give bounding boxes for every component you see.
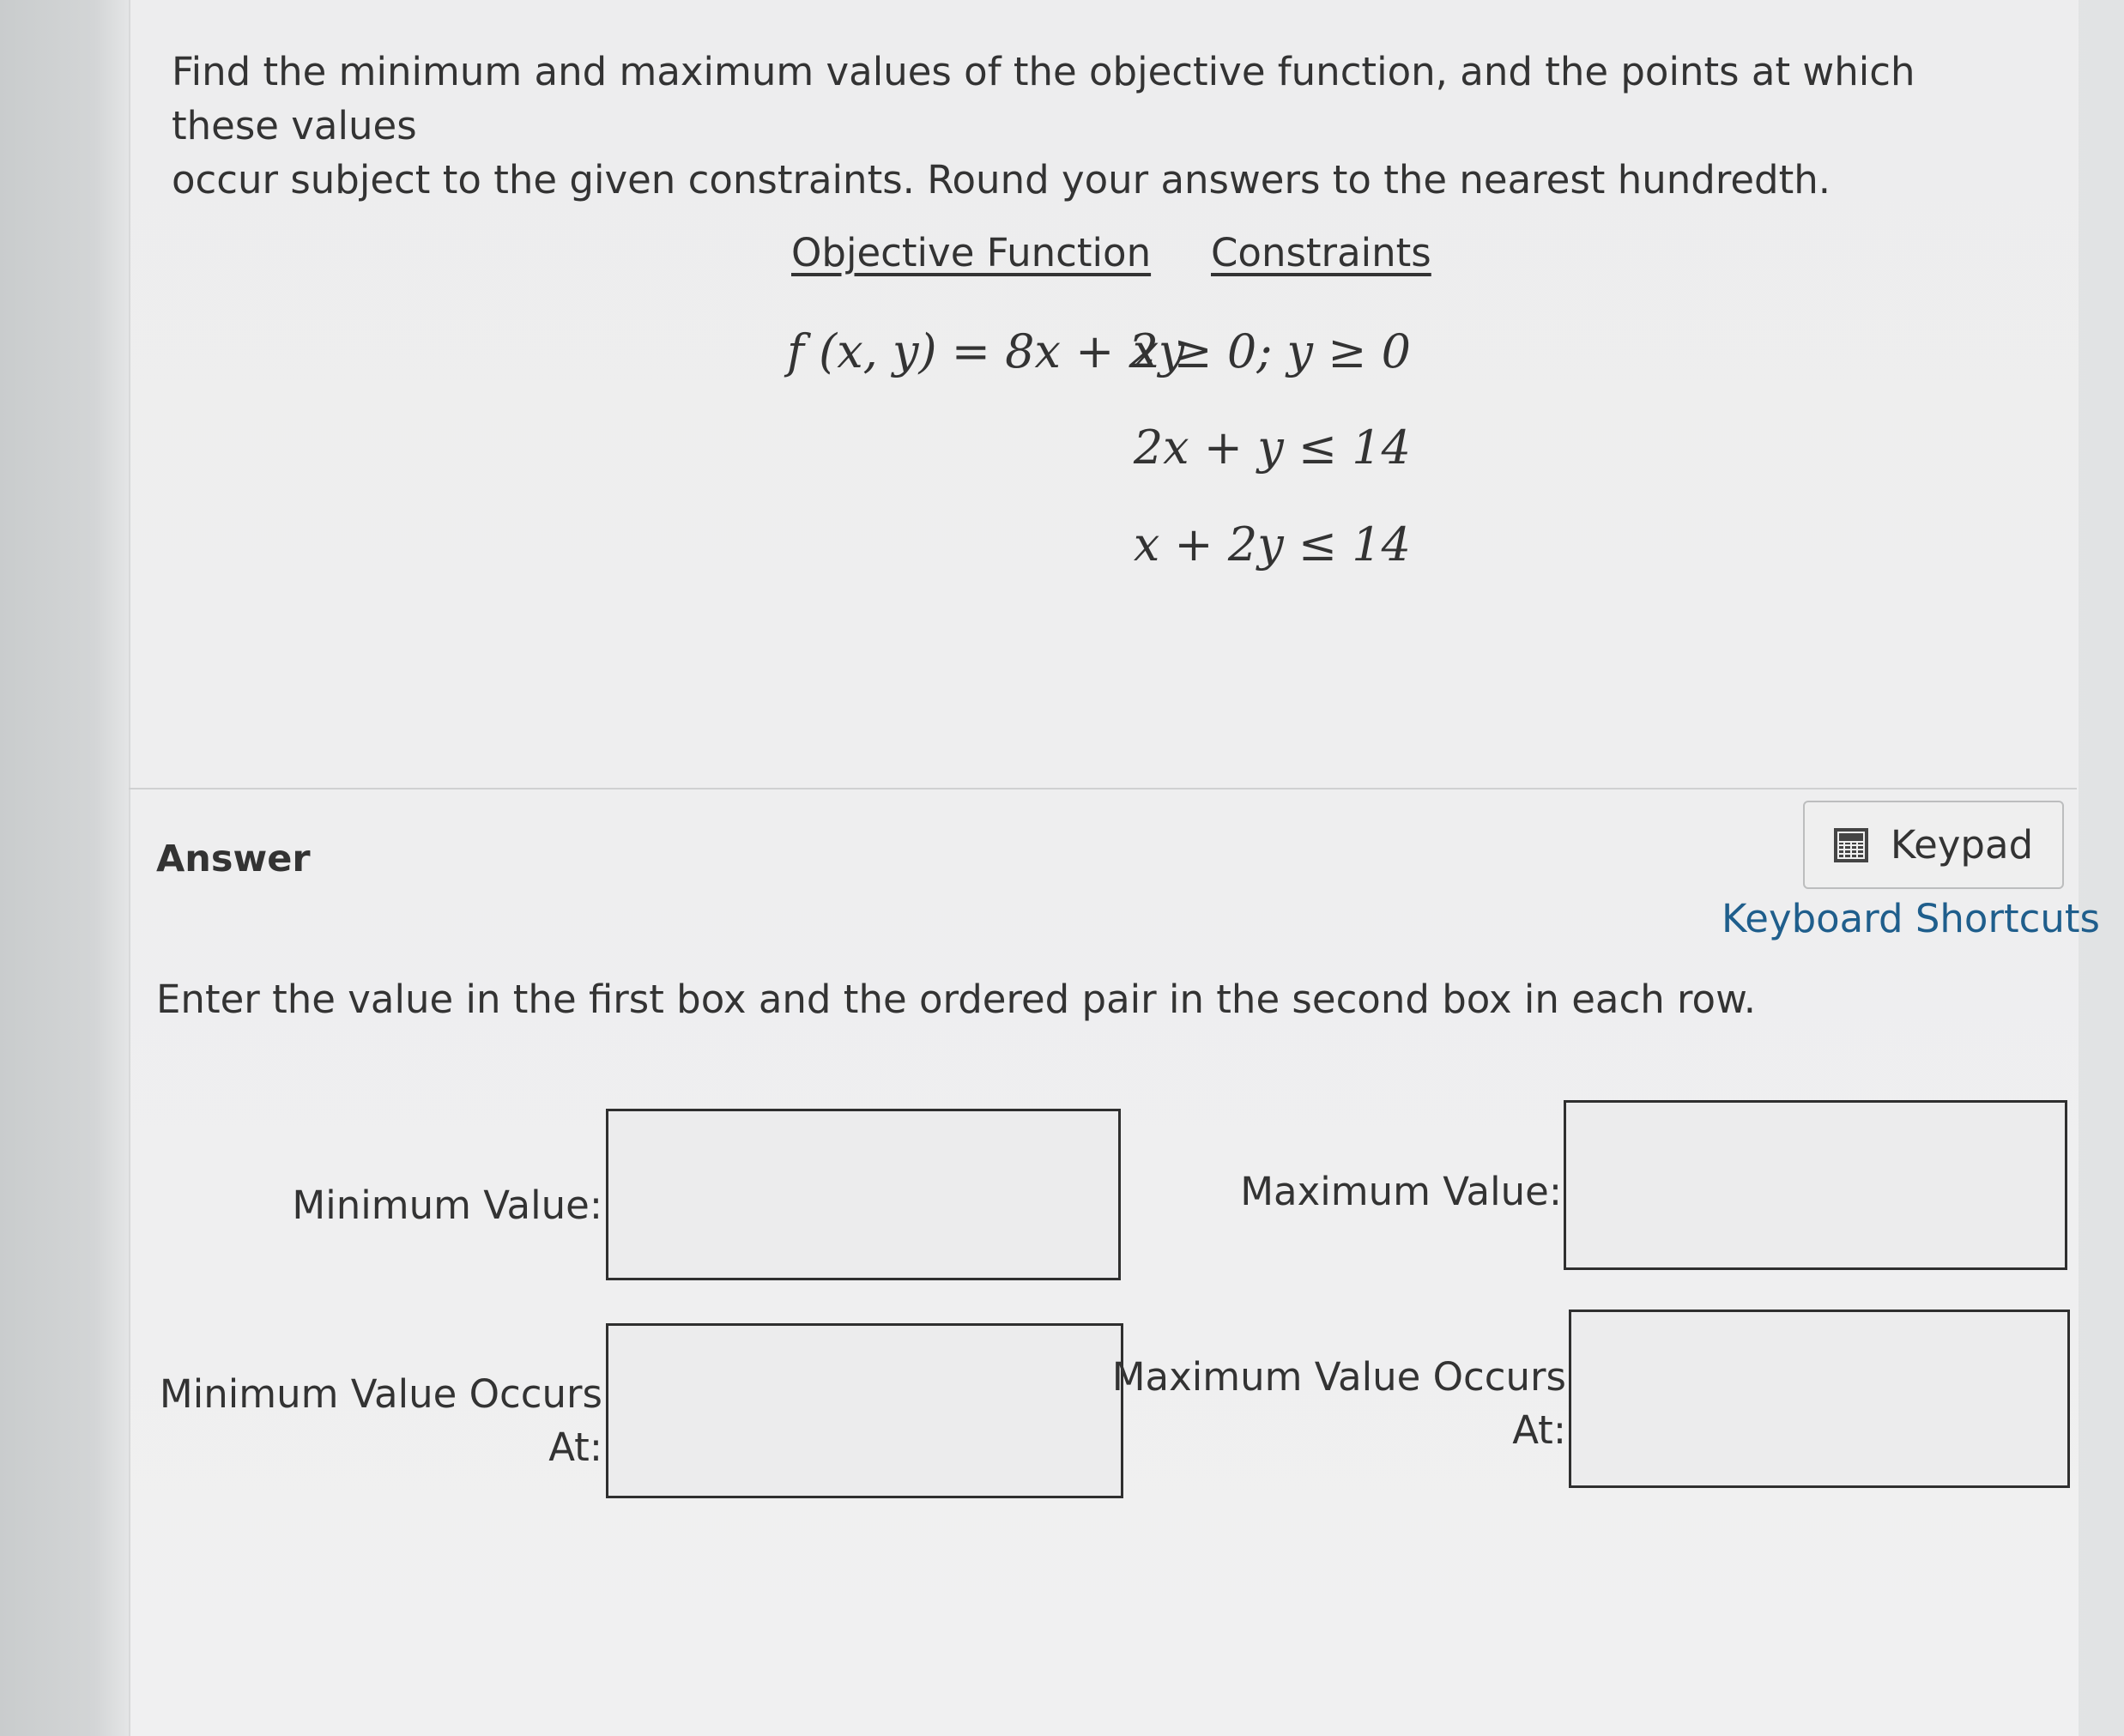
keyboard-shortcuts-link[interactable]: Keyboard Shortcuts xyxy=(1722,896,2100,941)
calculator-icon xyxy=(1834,828,1868,862)
constraint-1: x ≥ 0; y ≥ 0 xyxy=(1132,324,1411,378)
objective-function: f (x, y) = 8x + 2y xyxy=(787,324,1185,378)
maximum-value-input[interactable] xyxy=(1564,1100,2067,1270)
answer-instruction: Enter the value in the first box and the ordered pair in the second box in each row. xyxy=(156,977,1757,1022)
maximum-value-label: Maximum Value: xyxy=(1240,1169,1562,1214)
keypad-label: Keypad xyxy=(1890,822,2034,868)
minimum-occurs-input[interactable] xyxy=(606,1323,1123,1498)
minimum-occurs-label xyxy=(160,1368,602,1474)
question-line-2: occur subject to the given constraints. Round your answers to the nearest hundredth. xyxy=(172,157,1831,203)
minimum-value-label: Minimum Value: xyxy=(292,1183,602,1228)
maximum-occurs-label-line-2: At: xyxy=(1512,1407,1566,1453)
maximum-occurs-input[interactable] xyxy=(1569,1310,2070,1488)
constraint-3: x + 2y ≤ 14 xyxy=(1133,517,1411,572)
question-text xyxy=(172,45,2017,207)
question-line-1: Find the minimum and maximum values of the objective function, and the points at which these values xyxy=(172,49,1915,148)
objective-function-header: Objective Function xyxy=(791,230,1152,275)
answer-heading: Answer xyxy=(156,838,311,880)
maximum-occurs-label-line-1: Maximum Value Occurs xyxy=(1111,1354,1566,1400)
minimum-value-input[interactable] xyxy=(606,1109,1121,1280)
constraint-2: 2x + y ≤ 14 xyxy=(1133,420,1411,475)
section-divider xyxy=(129,788,2077,789)
minimum-occurs-label-line-1: Minimum Value Occurs xyxy=(159,1371,602,1417)
constraints-header: Constraints xyxy=(1211,230,1431,275)
minimum-occurs-label-line-2: At: xyxy=(548,1424,602,1470)
maximum-occurs-label xyxy=(1112,1351,1566,1457)
keypad-button[interactable] xyxy=(1803,801,2064,889)
